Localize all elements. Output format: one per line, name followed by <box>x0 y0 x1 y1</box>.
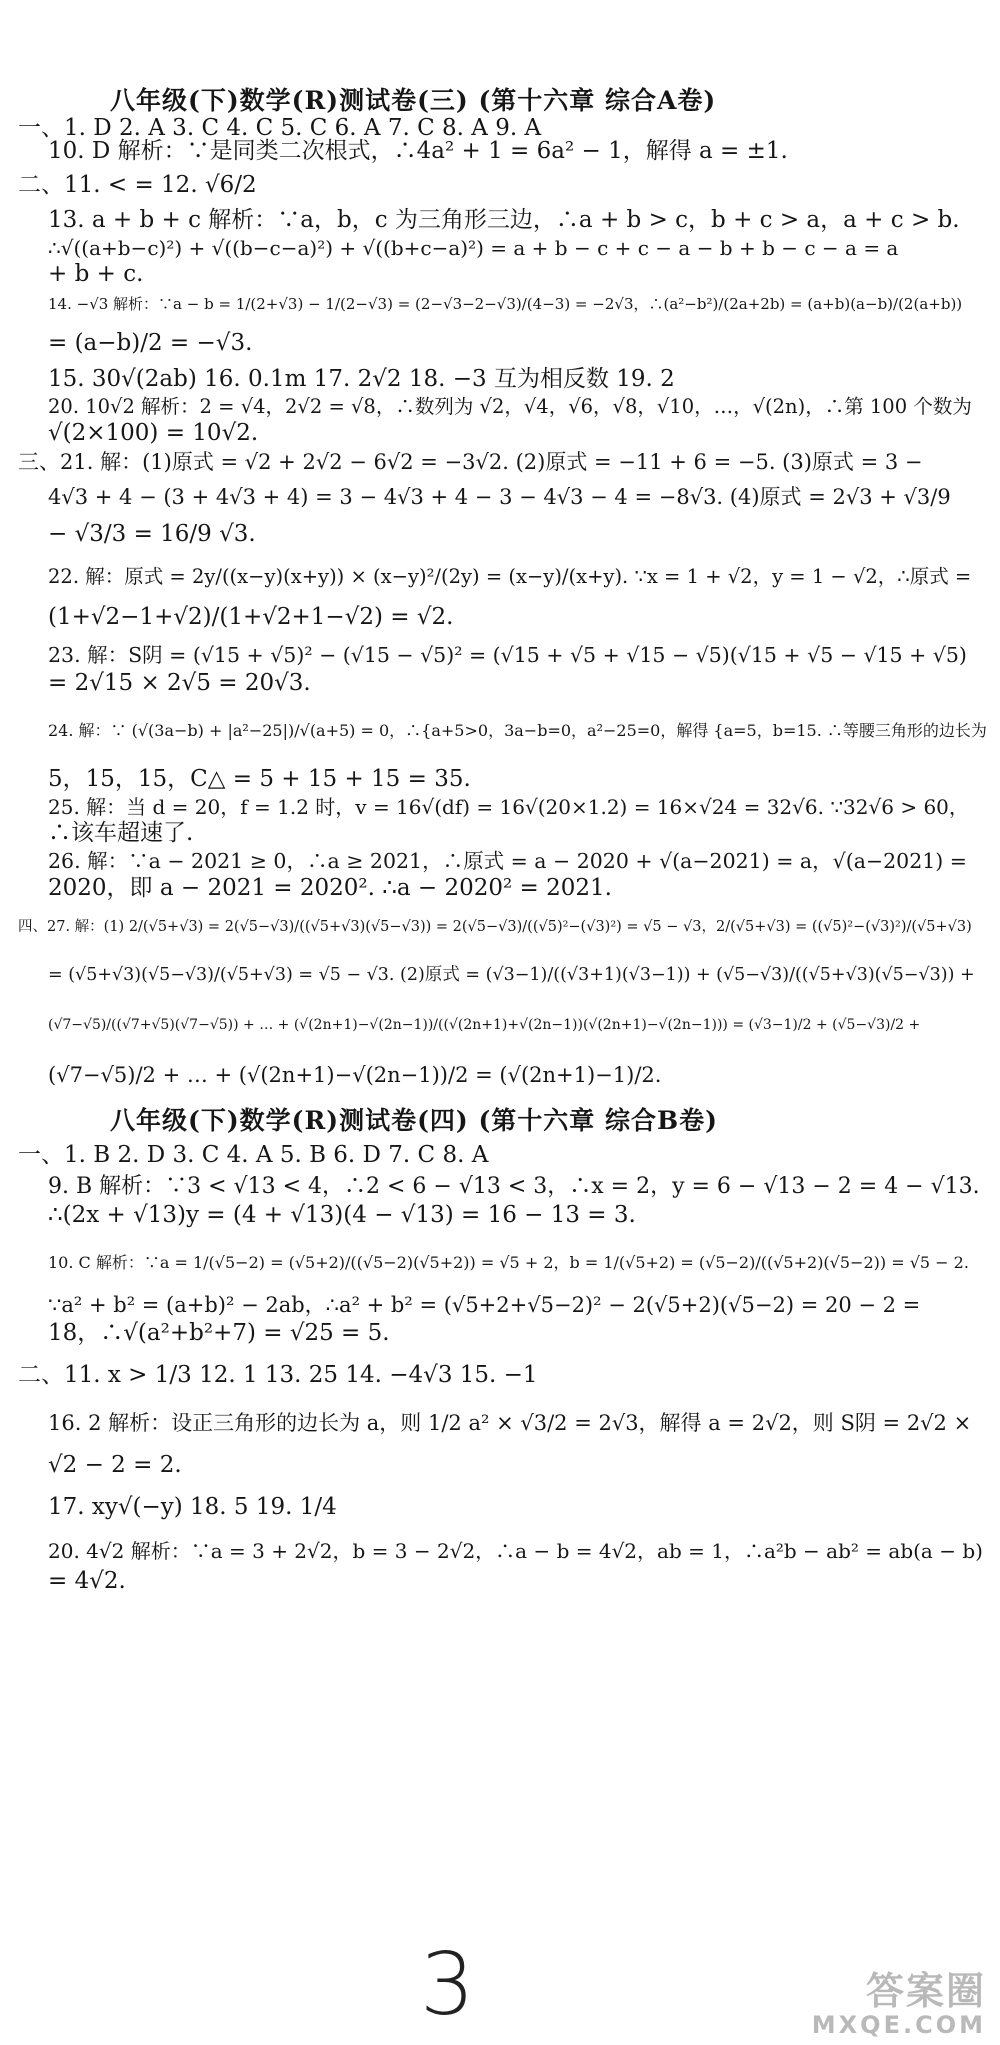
answer-line: 三、21. 解：(1)原式 = √2 + 2√2 − 6√2 = −3√2. (2)原式 = −11 + 6 = −5. (3)原式 = 3 − <box>18 450 923 474</box>
answer-line: 20. 4√2 解析：∵a = 3 + 2√2，b = 3 − 2√2，∴a − b = 4√2，ab = 1，∴a²b − ab² = ab(a − b) <box>48 1539 983 1563</box>
answer-line: 22. 解：原式 = 2y/((x−y)(x+y)) × (x−y)²/(2y) = (x−y)/(x+y). ∵x = 1 + √2，y = 1 − √2，∴原式 = <box>48 565 972 588</box>
watermark <box>812 1971 986 2039</box>
answer-line: 5，15，15，C△ = 5 + 15 + 15 = 35. <box>48 766 471 792</box>
answer-line: 10. D 解析：∵是同类二次根式，∴4a² + 1 = 6a² − 1，解得 a = ±1. <box>48 138 788 164</box>
answer-line: (√7−√5)/((√7+√5)(√7−√5)) + … + (√(2n+1)−√(2n−1))/((√(2n+1)+√(2n−1))(√(2n+1)−√(2n−1))) = (√3−1)/2 + (√5−√3)/2 + <box>48 1017 921 1033</box>
answer-line: 24. 解：∵ (√(3a−b) + |a²−25|)/√(a+5) = 0，∴{a+5>0，3a−b=0，a²−25=0，解得 {a=5，b=15. ∴等腰三角形的边长为 <box>48 721 987 740</box>
answer-line: 9. B 解析：∵3 < √13 < 4，∴2 < 6 − √13 < 3，∴x = 2，y = 6 − √13 − 2 = 4 − √13. <box>48 1174 980 1199</box>
answer-line: 二、11. < = 12. √6/2 <box>18 172 257 198</box>
watermark-url: MXQE.COM <box>811 2011 986 2039</box>
answer-line: 四、27. 解：(1) 2/(√5+√3) = 2(√5−√3)/((√5+√3)(√5−√3)) = 2(√5−√3)/((√5)²−(√3)²) = √5 − √3，2/(√5+√3) = ((√5)²−(√3)²)/(√5+√3) <box>18 919 972 935</box>
answer-line: = (√5+√3)(√5−√3)/(√5+√3) = √5 − √3. (2)原式 = (√3−1)/((√3+1)(√3−1)) + (√5−√3)/((√5+√3)(√5−√3)) + <box>48 965 975 985</box>
answer-line: = 2√15 × 2√5 = 20√3. <box>48 670 311 696</box>
answer-line: (1+√2−1+√2)/(1+√2+1−√2) = √2. <box>48 604 454 630</box>
answer-line: ∴该车超速了. <box>48 820 194 846</box>
section-title-test-4: 八年级(下)数学(R)测试卷(四) (第十六章 综合B卷) <box>110 1106 718 1135</box>
answer-line: 16. 2 解析：设正三角形的边长为 a，则 1/2 a² × √3/2 = 2√3，解得 a = 2√2，则 S阴 = 2√2 × <box>48 1411 972 1435</box>
section-title-test-3: 八年级(下)数学(R)测试卷(三) (第十六章 综合A卷) <box>110 86 717 115</box>
answer-line: 23. 解：S阴 = (√15 + √5)² − (√15 − √5)² = (√15 + √5 + √15 − √5)(√15 + √5 − √15 + √5) <box>48 643 967 667</box>
answer-line: + b + c. <box>48 261 144 287</box>
answer-line: √(2×100) = 10√2. <box>48 420 259 446</box>
watermark-logo: 答案圈 <box>865 1969 986 2013</box>
answer-line: 13. a + b + c 解析：∵a，b，c 为三角形三边，∴a + b > c，b + c > a，a + c > b. <box>48 207 960 233</box>
answer-line: = (a−b)/2 = −√3. <box>48 330 253 356</box>
answer-line: = 4√2. <box>48 1568 126 1594</box>
answer-line: 14. −√3 解析：∵a − b = 1/(2+√3) − 1/(2−√3) = (2−√3−2−√3)/(4−3) = −2√3，∴(a²−b²)/(2a+2b) = (a+b)(a−b)/(2(a+b)) <box>48 295 963 313</box>
answer-line: − √3/3 = 16/9 √3. <box>48 521 256 547</box>
answer-line: ∴(2x + √13)y = (4 + √13)(4 − √13) = 16 − 13 = 3. <box>48 1202 636 1228</box>
answer-line: 20. 10√2 解析：2 = √4，2√2 = √8，∴数列为 √2，√4，√6，√8，√10，…，√(2n)，∴第 100 个数为 <box>48 395 972 418</box>
answer-line: ∴√((a+b−c)²) + √((b−c−a)²) + √((b+c−a)²) = a + b − c + c − a − b + b − c − a = a <box>48 236 899 260</box>
answer-line: 一、1. B 2. D 3. C 4. A 5. B 6. D 7. C 8. A <box>18 1142 489 1168</box>
answer-line: 17. xy√(−y) 18. 5 19. 1/4 <box>48 1494 337 1520</box>
answer-line: 一、1. D 2. A 3. C 4. C 5. C 6. A 7. C 8. A 9. A <box>18 115 542 141</box>
answer-line: (√7−√5)/2 + … + (√(2n+1)−√(2n−1))/2 = (√(2n+1)−1)/2. <box>48 1063 662 1087</box>
answer-line: 26. 解：∵a − 2021 ≥ 0，∴a ≥ 2021，∴原式 = a − 2020 + √(a−2021) = a，√(a−2021) = <box>48 849 967 873</box>
answer-line: 15. 30√(2ab) 16. 0.1m 17. 2√2 18. −3 互为相反数 19. 2 <box>48 366 675 392</box>
answer-line: 2020，即 a − 2021 = 2020². ∴a − 2020² = 2021. <box>48 875 612 901</box>
answer-line: ∵a² + b² = (a+b)² − 2ab，∴a² + b² = (√5+2+√5−2)² − 2(√5+2)(√5−2) = 20 − 2 = <box>48 1293 921 1317</box>
answer-line: 25. 解：当 d = 20，f = 1.2 时，v = 16√(df) = 16√(20×1.2) = 16×√24 = 32√6. ∵32√6 > 60， <box>48 795 969 819</box>
answer-line: 10. C 解析：∵a = 1/(√5−2) = (√5+2)/((√5−2)(√5+2)) = √5 + 2，b = 1/(√5+2) = (√5−2)/((√5+2)(√5−2)) = √5 − 2. <box>48 1253 969 1272</box>
answer-line: 二、11. x > 1/3 12. 1 13. 25 14. −4√3 15. −1 <box>18 1362 538 1388</box>
answer-line: 18，∴√(a²+b²+7) = √25 = 5. <box>48 1320 390 1346</box>
page-number: 3 <box>420 1935 475 2035</box>
answer-line: 4√3 + 4 − (3 + 4√3 + 4) = 3 − 4√3 + 4 − 3 − 4√3 − 4 = −8√3. (4)原式 = 2√3 + √3/9 <box>48 485 951 509</box>
answer-line: √2 − 2 = 2. <box>48 1452 182 1478</box>
